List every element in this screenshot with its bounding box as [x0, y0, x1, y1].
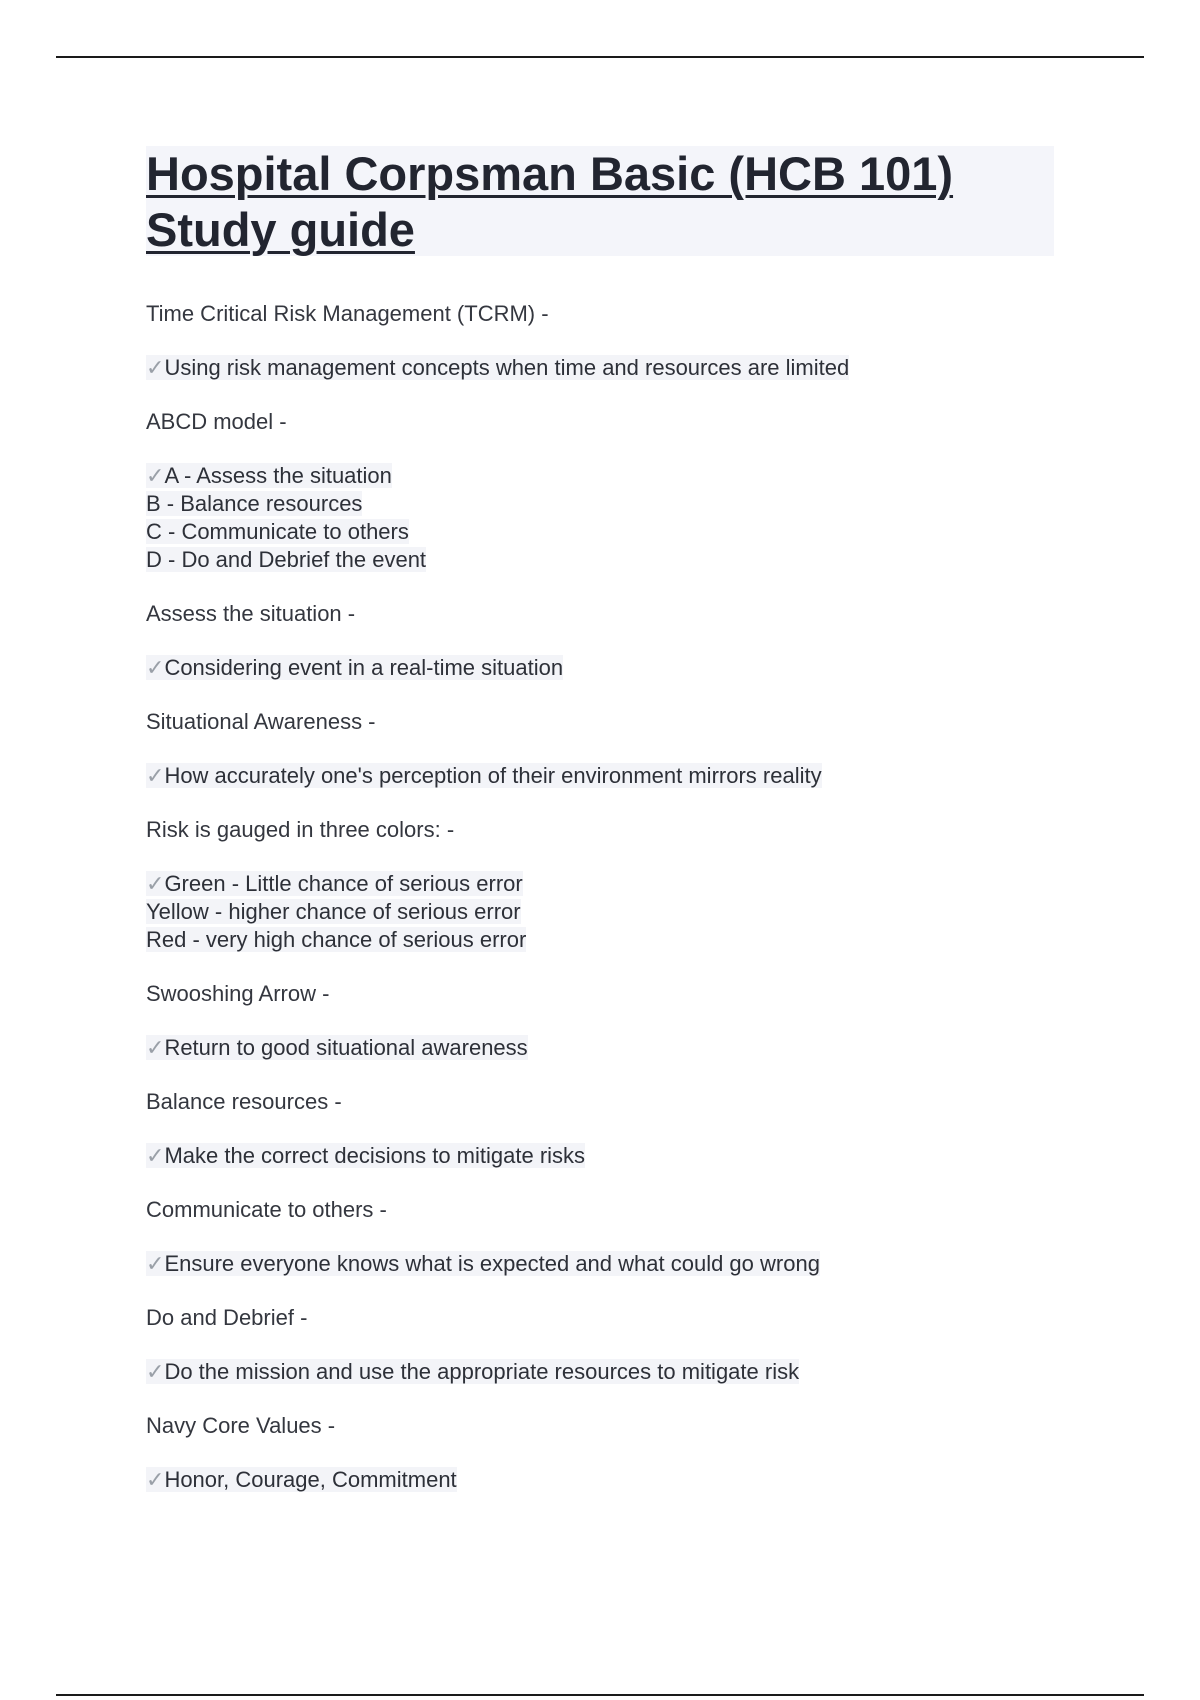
definition-text: [146, 927, 526, 952]
definition-text: [146, 655, 563, 680]
definition-line-text: Green - Little chance of serious error: [164, 871, 523, 896]
checkmark-icon: ✓: [146, 1251, 165, 1276]
definition-line: [146, 1250, 1046, 1278]
definition-line: [146, 926, 1046, 954]
definition-line-text: B - Balance resources: [146, 491, 363, 516]
header-rule: [56, 56, 1144, 58]
entry-term: Balance resources -: [146, 1089, 342, 1114]
definition-text: [146, 1035, 528, 1060]
entry-term: Do and Debrief -: [146, 1305, 308, 1330]
definition-line: [146, 654, 1046, 682]
checkmark-icon: ✓: [146, 463, 165, 488]
definition-line-text: Honor, Courage, Commitment: [164, 1467, 457, 1492]
definition-line: [146, 354, 1046, 382]
entry-definition: [146, 1466, 1046, 1494]
definition-line: [146, 870, 1046, 898]
definition-line-text: C - Communicate to others: [146, 519, 409, 544]
checkmark-icon: ✓: [146, 763, 165, 788]
definition-line-text: Using risk management concepts when time and resources are limited: [164, 355, 850, 380]
entry-term: Swooshing Arrow -: [146, 981, 330, 1006]
definition-line: [146, 1466, 1046, 1494]
definition-text: [146, 871, 523, 896]
definition-line: [146, 762, 1046, 790]
checkmark-icon: ✓: [146, 655, 165, 680]
definition-line-text: How accurately one's perception of their environment mirrors reality: [164, 763, 822, 788]
definition-line-text: Yellow - higher chance of serious error: [146, 899, 521, 924]
checkmark-icon: ✓: [146, 871, 165, 896]
definition-text: [146, 1143, 585, 1168]
definition-text: [146, 463, 392, 488]
checkmark-icon: ✓: [146, 1035, 165, 1060]
definition-line-text: A - Assess the situation: [164, 463, 392, 488]
definition-line-text: Make the correct decisions to mitigate risks: [164, 1143, 586, 1168]
definition-line: [146, 546, 1046, 574]
page-title: [146, 146, 1054, 258]
entry-definition: [146, 870, 1046, 954]
definition-text: [146, 763, 822, 788]
definition-line: [146, 490, 1046, 518]
definition-text: [146, 355, 849, 380]
checkmark-icon: ✓: [146, 1359, 165, 1384]
entry-definition: [146, 1142, 1046, 1170]
definition-line-text: Considering event in a real-time situation: [164, 655, 564, 680]
definition-text: [146, 519, 409, 544]
entry-term: Situational Awareness -: [146, 709, 376, 734]
definition-text: [146, 1251, 820, 1276]
checkmark-icon: ✓: [146, 1143, 165, 1168]
entry-term: Risk is gauged in three colors: -: [146, 817, 455, 842]
definition-line: [146, 1358, 1046, 1386]
entry-term: Communicate to others -: [146, 1197, 387, 1222]
definition-line-text: Do the mission and use the appropriate resources to mitigate risk: [164, 1359, 800, 1384]
definition-line-text: Ensure everyone knows what is expected and what could go wrong: [164, 1251, 820, 1276]
entry-term: Time Critical Risk Management (TCRM) -: [146, 301, 549, 326]
entry-definition: [146, 762, 1046, 790]
definition-line: [146, 1034, 1046, 1062]
entry-term: Assess the situation -: [146, 601, 356, 626]
entry-definition: [146, 1034, 1046, 1062]
title-block: [146, 146, 1054, 256]
definition-text: [146, 1359, 799, 1384]
title-line-2: Study guide: [146, 203, 415, 256]
footer-rule: [56, 1694, 1144, 1696]
definition-line: [146, 1142, 1046, 1170]
definition-line: [146, 898, 1046, 926]
definition-line-text: D - Do and Debrief the event: [146, 547, 427, 572]
definition-line: [146, 462, 1046, 490]
entry-definition: [146, 654, 1046, 682]
entry-term: Navy Core Values -: [146, 1413, 336, 1438]
entry-definition: [146, 354, 1046, 382]
entry-term: ABCD model -: [146, 409, 287, 434]
title-line-1: Hospital Corpsman Basic (HCB 101): [146, 147, 954, 200]
definition-line-text: Return to good situational awareness: [164, 1035, 528, 1060]
checkmark-icon: ✓: [146, 1467, 165, 1492]
study-guide-content: [146, 300, 1046, 1494]
entry-definition: [146, 1250, 1046, 1278]
definition-line: [146, 518, 1046, 546]
definition-text: [146, 491, 362, 516]
entry-definition: [146, 1358, 1046, 1386]
entry-definition: [146, 462, 1046, 574]
definition-line-text: Red - very high chance of serious error: [146, 927, 527, 952]
checkmark-icon: ✓: [146, 355, 165, 380]
definition-text: [146, 899, 521, 924]
definition-text: [146, 547, 426, 572]
definition-text: [146, 1467, 457, 1492]
